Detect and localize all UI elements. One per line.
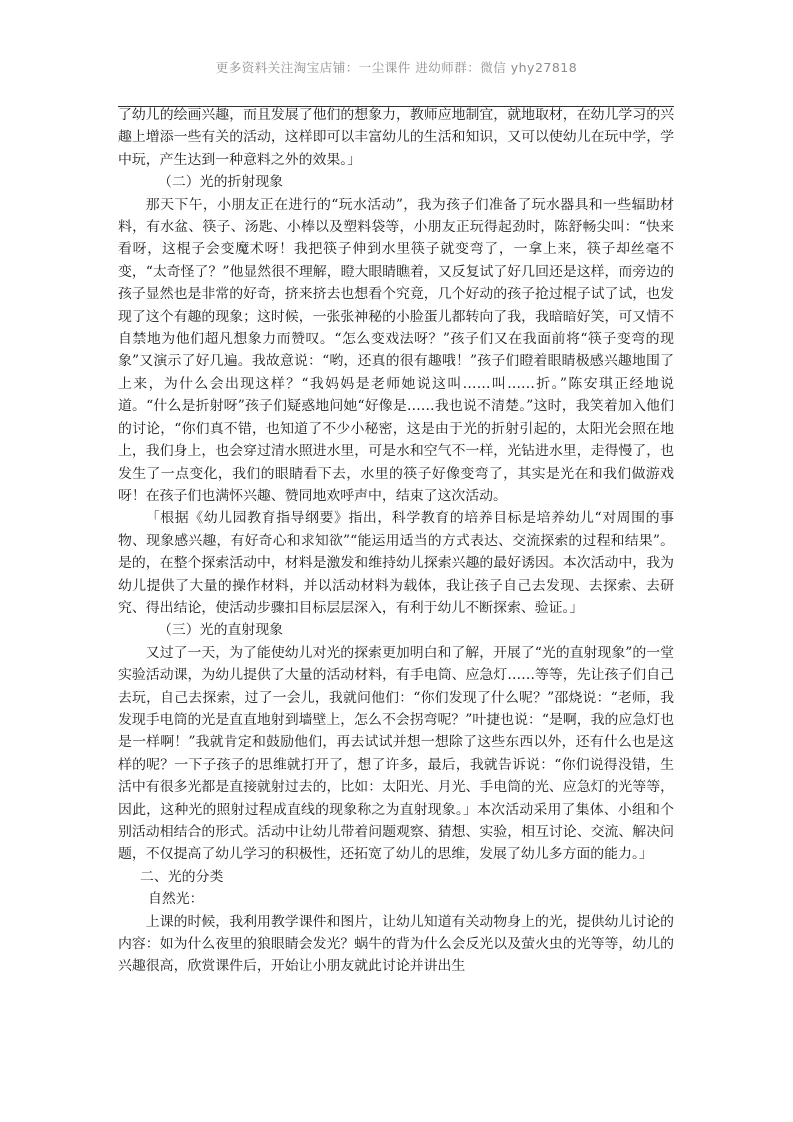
page-header: 更多资料关注淘宝店铺：一尘课件 进幼师群：微信 yhy27818 [215,60,578,75]
body-paragraph: 「根据《幼儿园教育指导纲要》指出，科学教育的培养目标是培养幼儿“对周围的事物、现象感兴趣，有好奇心和求知欲”“能运用适当的方式表达、交流探索的过程和结果”。是的，在整个探索活动中，材料是激发和维持幼儿探索兴趣的最好诱因。本次活动中，我为幼儿提供了大量的操作材料，并以活动材料为载体，我让孩子自己去发现、去探索、去研究、得出结论，使活动步骤扣目标层层深入，有利于幼儿不断探索、验证。」 [118,510,674,616]
section-heading-classification: 二、光的分类 [140,868,224,885]
body-paragraph: 上课的时候，我利用教学课件和图片，让幼儿知道有关动物身上的光，提供幼儿讨论的内容：如为什么夜里的狼眼睛会发光？蜗牛的背为什么会反光以及萤火虫的光等等，幼儿的兴趣很高，欣赏课件后，开始让小朋友就此讨论并讲出生 [118,913,674,975]
section-heading-refraction: （二）光的折射现象 [158,174,284,191]
continuation-paragraph: 了幼儿的绘画兴趣，而且发展了他们的想象力，教师应地制宜，就地取材，在幼儿学习的兴趣上增添一些有关的活动，这样即可以丰富幼儿的生活和知识，又可以使幼儿在玩中学，学中玩，产生达到一种意料之外的效果。」 [118,107,674,168]
document-body [118,104,674,978]
section-heading-direct: （三）光的直射现象 [158,622,284,639]
sub-heading-natural-light: 自然光： [148,891,204,908]
body-paragraph: 又过了一天，为了能使幼儿对光的探索更加明白和了解，开展了“光的直射现象”的一堂实验活动课，为幼儿提供了大量的活动材料，有手电筒、应急灯……等等，先让孩子们自己去玩，自己去探索，过了一会儿，我就问他们：“你们发现了什么呢？”邵烧说：“老师，我发现手电筒的光是直直地射到墙壁上，怎么不会拐弯呢？”叶捷也说：“是啊，我的应急灯也是一样啊！”我就肯定和鼓励他们，再去试试并想一想除了这些东西以外，还有什么也是这样的呢？一下子孩子的思维就打开了，想了许多，最后，我就告诉说：“你们说得没错，生活中有很多光都是直接就射过去的，比如：太阳光、月光、手电筒的光、应急灯的光等等，因此，这种光的照射过程成直线的现象称之为直射现象。」本次活动采用了集体、小组和个别活动相结合的形式。活动中让幼儿带着问题观察、猜想、实验，相互讨论、交流、解决问题，不仅提高了幼儿学习的积极性，还拓宽了幼儿的思维，发展了幼儿多方面的能力。」 [118,644,674,863]
body-paragraph: 那天下午，小朋友正在进行的“玩水活动”，我为孩子们准备了玩水器具和一些辐助材料，有水盆、筷子、汤匙、小棒以及塑料袋等，小朋友正玩得起劲时，陈舒畅尖叫：“快来看呀，这棍子会变魔术呀！我把筷子伸到水里筷子就变弯了，一拿上来，筷子却丝毫不变，“太奇怪了？”他显然很不理解，瞪大眼睛瞧着，又反复试了好几回还是这样，而旁边的孩子显然也是非常的好奇，挤来挤去也想看个究竟，几个好动的孩子抢过棍子试了试，也发现了这个有趣的现象；这时候，一张张神秘的小脸蛋儿都转向了我，我暗暗好笑，可又情不自禁地为他们超凡想象力而赞叹。“怎么变戏法呀？”孩子们又在我面前将“筷子变弯的现象”又演示了好几遍。我故意说：“哟，还真的很有趣哦！”孩子们瞪着眼睛极感兴趣地围了上来，为什么会出现这样？“我妈妈是老师她说这叫……叫……折。”陈安琪正经地说道。“什么是折射呀”孩子们疑惑地问她“好像是……我也说不清楚。”这时，我笑着加入他们的讨论，“你们真不错，也知道了不少小秘密，这是由于光的折射引起的，太阳光会照在地上，我们身上，也会穿过清水照进水里，可是水和空气不一样，光钻进水里，走得慢了，也发生了一点变化，我们的眼睛看下去，水里的筷子好像变弯了，其实是光在和我们做游戏呀！在孩子们也满怀兴趣、赞同地欢呼声中，结束了这次活动。 [118,196,674,504]
